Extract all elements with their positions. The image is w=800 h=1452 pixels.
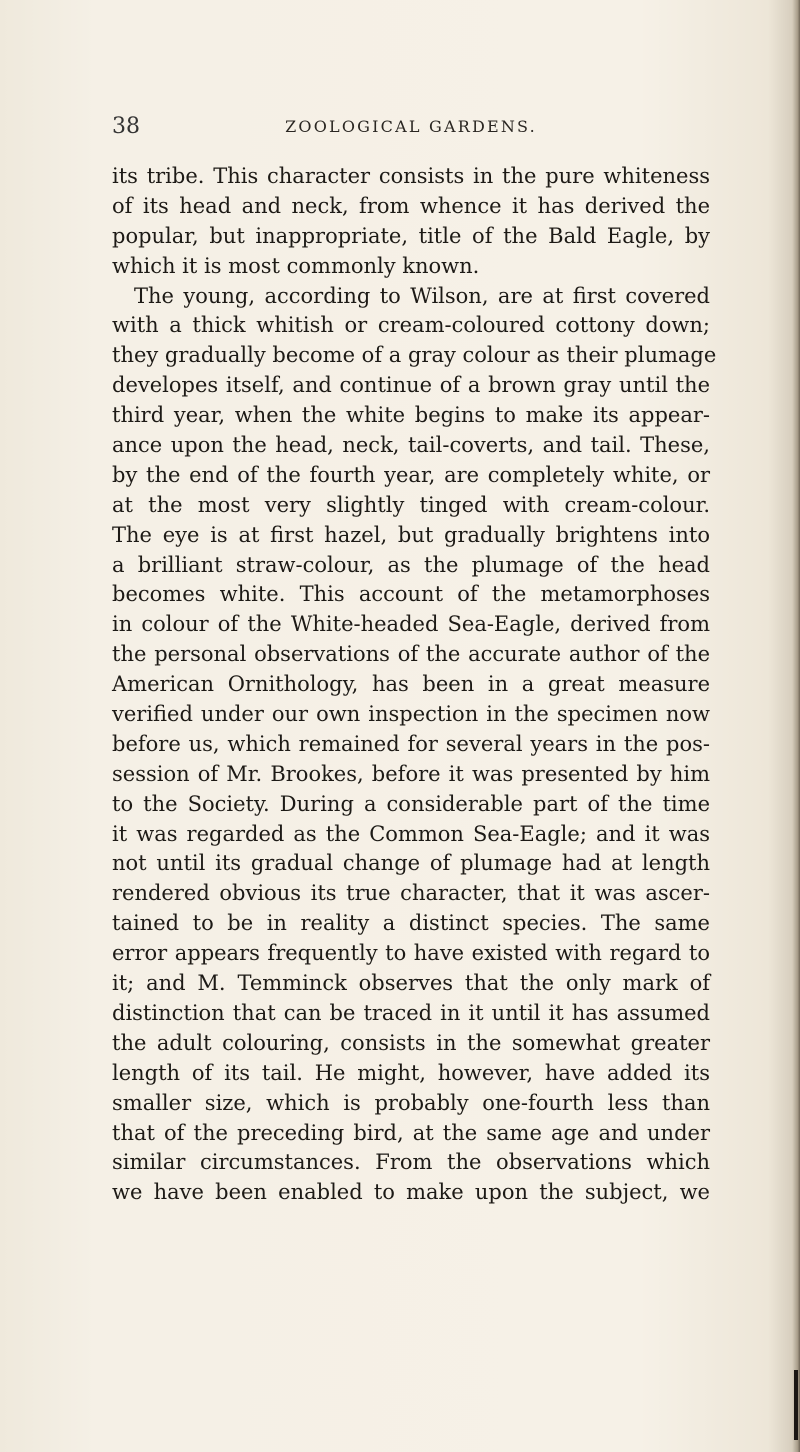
text-line: verified under our own inspection in the specimen now xyxy=(112,702,710,727)
text-line: session of Mr. Brookes, before it was presented by him xyxy=(112,761,710,786)
text-line: at the most very slightly tinged with cream-colour. xyxy=(112,492,710,517)
text-line: third year, when the white begins to make its appear- xyxy=(112,403,710,428)
text-line: popular, but inappropriate, title of the Bald Eagle, by xyxy=(112,223,710,248)
running-head: ZOOLOGICAL GARDENS. xyxy=(285,117,537,136)
text-line: distinction that can be traced in it until it has assumed xyxy=(112,1000,710,1025)
text-line: similar circumstances. From the observations which xyxy=(112,1150,710,1175)
text-line: with a thick whitish or cream-coloured cottony down; xyxy=(112,313,710,338)
text-line: length of its tail. He might, however, have added its xyxy=(112,1060,710,1085)
page-edge-mark xyxy=(794,1370,798,1440)
text-line: that of the preceding bird, at the same age and under xyxy=(112,1120,710,1145)
text-line: not until its gradual change of plumage had at length xyxy=(112,851,710,876)
text-line: smaller size, which is probably one-fourth less than xyxy=(112,1090,710,1115)
text-line: in colour of the White-headed Sea-Eagle, derived from xyxy=(112,612,710,637)
text-line: it was regarded as the Common Sea-Eagle; and it was xyxy=(112,821,710,846)
text-line: tained to be in reality a distinct species. The same xyxy=(112,911,710,936)
text-line: before us, which remained for several years in the pos- xyxy=(112,731,710,756)
text-line: American Ornithology, has been in a great measure xyxy=(112,672,710,697)
body-text xyxy=(112,162,717,1208)
text-line: a brilliant straw-colour, as the plumage of the head xyxy=(112,552,710,577)
text-line: by the end of the fourth year, are completely white, or xyxy=(112,462,710,487)
page-header xyxy=(112,114,710,144)
text-line: becomes white. This account of the metamorphoses xyxy=(112,582,710,607)
text-line: its tribe. This character consists in the pure whiteness xyxy=(112,164,710,188)
text-line: the adult colouring, consists in the somewhat greater xyxy=(112,1030,710,1055)
text-line: rendered obvious its true character, that it was ascer- xyxy=(112,881,710,906)
text-line: it; and M. Temminck observes that the only mark of xyxy=(112,971,710,996)
page-edge-shadow xyxy=(792,0,800,1452)
text-line: we have been enabled to make upon the subject, we xyxy=(112,1180,710,1205)
text-line: ance upon the head, neck, tail-coverts, and tail. These, xyxy=(112,433,710,458)
text-line: which it is most commonly known. xyxy=(112,253,480,278)
text-line: developes itself, and continue of a brown gray until the xyxy=(112,373,710,398)
text-line: error appears frequently to have existed with regard to xyxy=(112,941,710,966)
page-number: 38 xyxy=(112,114,140,139)
text-line: the personal observations of the accurate author of the xyxy=(112,642,710,667)
text-line: to the Society. During a considerable part of the time xyxy=(112,791,710,816)
text-line: The eye is at first hazel, but gradually brightens into xyxy=(112,522,710,547)
paragraph-start-line: The young, according to Wilson, are at first covered xyxy=(134,283,710,308)
text-line: they gradually become of a gray colour as their plumage xyxy=(112,343,717,368)
text-line: of its head and neck, from whence it has derived the xyxy=(112,193,710,218)
